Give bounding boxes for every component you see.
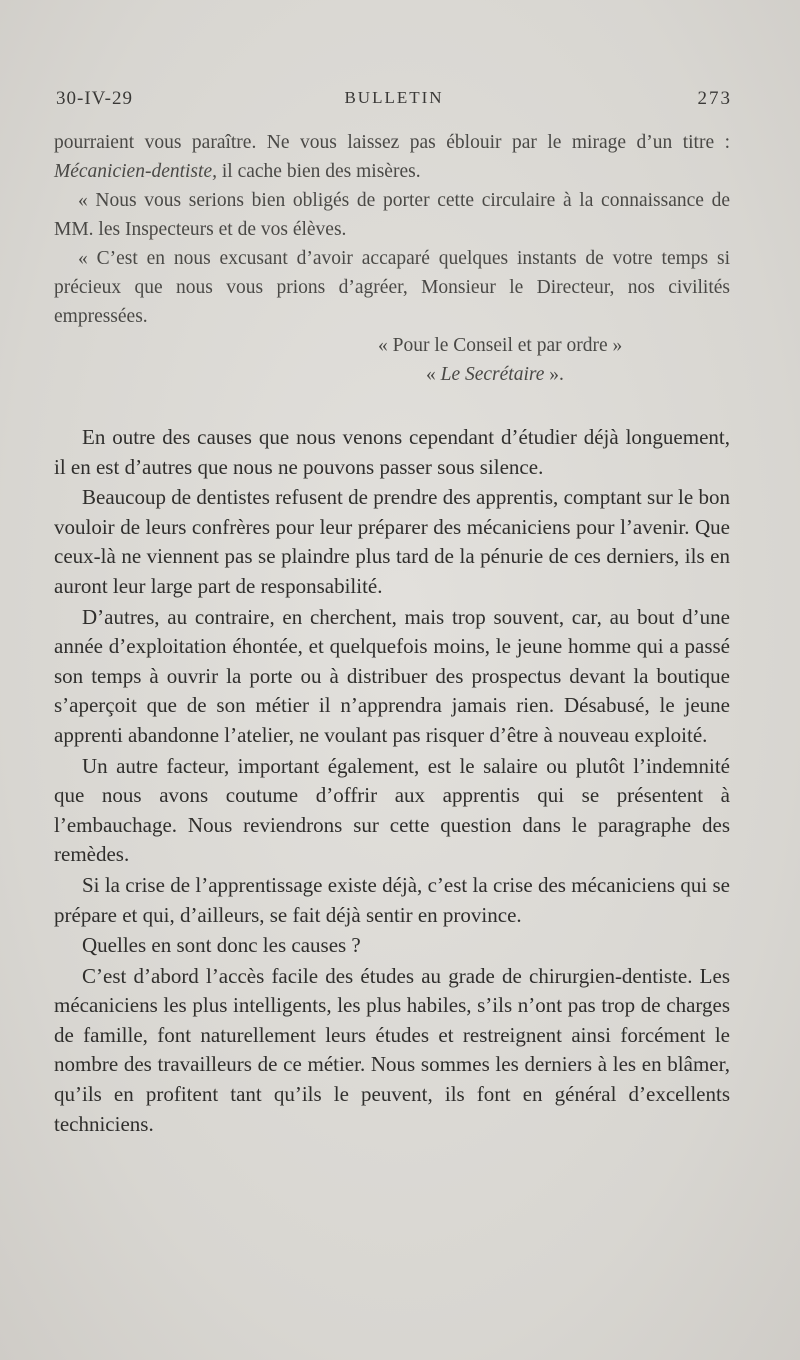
main-text xyxy=(54,423,730,1139)
paragraph-2: Beaucoup de dentistes refusent de prendre des apprentis, comptant sur le bon vouloir de leurs confrères pour leur préparer des mécaniciens pour l’avenir. Que ceux-là ne viennent pas se plaindre plus tard de la pénurie de ces derniers, ils en auront leur large part de responsabilité. xyxy=(54,485,730,598)
page-header xyxy=(56,88,732,118)
signature-open-quote: « xyxy=(426,364,441,385)
quoted-letter xyxy=(54,128,730,389)
signature-secretary: Le Secrétaire xyxy=(440,364,545,385)
signature-close-quote: ». xyxy=(544,364,564,385)
paragraph-6: Quelles en sont donc les causes ? xyxy=(82,933,361,958)
page-body xyxy=(54,128,730,1139)
header-title: BULLETIN xyxy=(344,88,444,107)
paragraph-3: D’autres, au contraire, en cherchent, mais trop souvent, car, au bout d’une année d’exploitation éhontée, et quelquefois moins, le jeune homme qui a passé son temps à ouvrir la porte ou à distribuer des prospectus devant la boutique s’aperçoit que de son métier il n’apprendra jamais rien. Désabusé, le jeune apprenti abandonne l’atelier, ne voulant pas risquer d’être à nouveau exploité. xyxy=(54,604,730,747)
letter-p1-italic: Mécanicien-dentiste, xyxy=(54,161,217,182)
header-date: 30-IV-29 xyxy=(56,88,133,109)
signature-line-1: « Pour le Conseil et par ordre » xyxy=(378,335,623,356)
paragraph-7: C’est d’abord l’accès facile des études au grade de chirurgien-dentiste. Les mécaniciens les plus intelligents, les plus habiles, s’ils n’ont pas trop de charges de famille, font naturellement leurs études et restreignent ainsi forcément le nombre des travailleurs de ce métier. Nous sommes les derniers à les en blâmer, qu’ils en profitent tant qu’ils le peuvent, ils font en général d’excellents techniciens. xyxy=(54,963,730,1136)
paragraph-1: En outre des causes que nous venons cependant d’étudier déjà longuement, il en est d’autres que nous ne pouvons passer sous silence. xyxy=(54,425,730,479)
letter-paragraph-1 xyxy=(54,128,730,186)
letter-p1-text: pourraient vous paraître. Ne vous laissez pas éblouir par le mirage d’un titre : xyxy=(54,132,730,153)
paragraph-4: Un autre facteur, important également, est le salaire ou plutôt l’indemnité que nous avons coutume d’offrir aux apprentis qui se présentent à l’embauchage. Nous reviendrons sur cette question dans le paragraphe des remèdes. xyxy=(54,753,730,867)
paragraph-5: Si la crise de l’apprentissage existe déjà, c’est la crise des mécaniciens qui se prépare et qui, d’ailleurs, se fait déjà sentir en province. xyxy=(54,872,730,927)
page-number: 273 xyxy=(697,88,732,109)
signature-line-2 xyxy=(54,360,730,389)
letter-paragraph-2: « Nous vous serions bien obligés de porter cette circulaire à la connaissance de MM. les Inspecteurs et de vos élèves. xyxy=(54,190,730,240)
letter-p1-tail: il cache bien des misères. xyxy=(216,161,421,182)
letter-paragraph-3: « C’est en nous excusant d’avoir accaparé quelques instants de votre temps si précieux que nous vous prions d’agréer, Monsieur le Directeur, nos civilités empressées. xyxy=(54,248,730,327)
